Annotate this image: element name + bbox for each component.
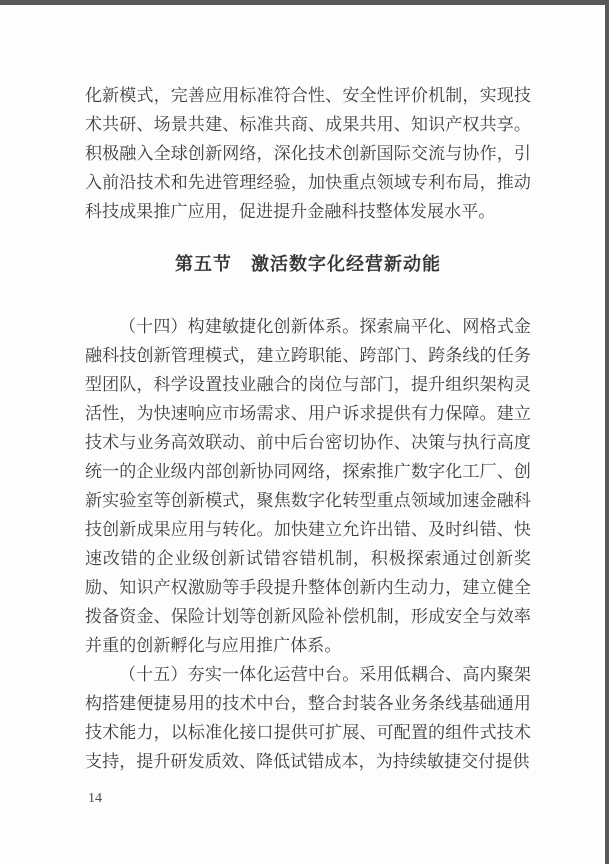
page-number: 14 bbox=[88, 791, 102, 806]
paragraph-item-14: （十四）构建敏捷化创新体系。探索扁平化、网格式金融科技创新管理模式，建立跨职能、跨部门、跨条线的任务型团队，科学设置技业融合的岗位与部门，提升组织架构灵活性，为快速响应市场需求、用户诉求提供有力保障。建立技术与业务高效联动、前中后台密切协作、决策与执行高度统一的企业级内部创新协同网络，探索推广数字化工厂、创新实验室等创新模式，聚焦数字化转型重点领域加速金融科技创新成果应用与转化。加快建立允许出错、及时纠错、快速改错的企业级创新试错容错机制，积极探索通过创新奖励、知识产权激励等手段提升整体创新内生动力，建立健全拨备资金、保险计划等创新风险补偿机制，形成安全与效率并重的创新孵化与应用推广体系。 bbox=[85, 317, 531, 655]
scan-edge-top bbox=[0, 0, 609, 5]
section-heading: 第五节 激活数字化经营新动能 bbox=[175, 254, 441, 274]
scan-edge-right bbox=[605, 0, 609, 864]
paragraph-continuation: 化新模式，完善应用标准符合性、安全性评价机制，实现技术共研、场景共建、标准共商、成果共用、知识产权共享。积极融入全球创新网络，深化技术创新国际交流与协作，引入前沿技术和先进管理经验，加快重点领域专利布局，推动科技成果推广应用，促进提升金融科技整体发展水平。 bbox=[85, 86, 531, 221]
page-content bbox=[85, 81, 531, 776]
paragraph-item-15: （十五）夯实一体化运营中台。采用低耦合、高内聚架构搭建便捷易用的技术中台，整合封装各业务条线基础通用技术能力，以标准化接口提供可扩展、可配置的组件式技术支持，提升研发质效、降低试错成本，为持续敏捷交付提供 bbox=[85, 665, 531, 771]
